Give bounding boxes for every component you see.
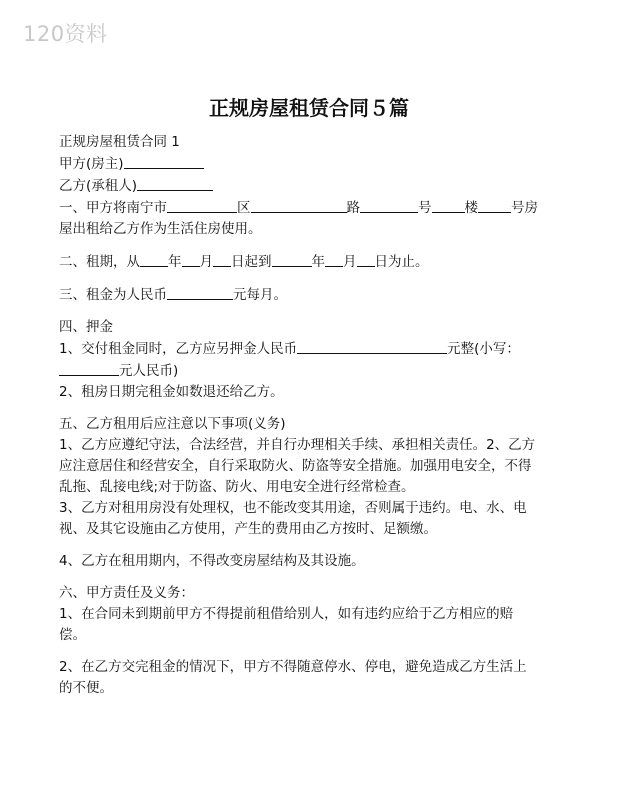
clause-4-item-1-line-2 [59, 360, 564, 382]
text-segment: 号房 [511, 200, 538, 216]
blank-underline [432, 197, 465, 213]
clause-4-item-2: 2、租房日期完租金如数退还给乙方。 [59, 384, 284, 400]
blank-underline [213, 251, 231, 267]
clause-6-line-2: 偿。 [59, 627, 86, 643]
party-a-label: 甲方(房主) [59, 156, 124, 172]
blank-underline [182, 251, 200, 267]
text-segment: 区 [237, 200, 251, 216]
clause-1-line-2: 屋出租给乙方作为生活住房使用。 [59, 221, 262, 237]
clause-6-line-3: 2、在乙方交完租金的情况下，甲方不得随意停水、停电，避免造成乙方生活上 [59, 659, 527, 675]
watermark: 120资料 [23, 22, 108, 46]
text-segment: 月 [199, 254, 213, 270]
clause-5-line-5: 视、及其它设施由乙方使用，产生的费用由乙方按时、足额缴。 [59, 521, 437, 537]
text-segment: 1、交付租金同时，乙方应另押金人民币 [59, 341, 298, 357]
clause-5-line-1: 1、乙方应遵纪守法，合法经营，并自行办理相关手续、承担相关责任。2、乙方 [59, 437, 536, 453]
document-title: 正规房屋租赁合同５篇 [209, 96, 409, 120]
text-segment: 日起到 [231, 254, 272, 270]
blank-underline [124, 153, 204, 169]
text-segment: 日为止。 [374, 254, 429, 270]
party-b-line [59, 175, 564, 197]
text-segment: 元每月。 [233, 287, 287, 303]
clause-5-line-2: 应注意居住和经营安全，自行采取防火、防盗等安全措施。加强用电安全，不得 [59, 458, 532, 474]
clause-4-heading: 四、押金 [59, 319, 113, 335]
party-b-label: 乙方(承租人) [59, 178, 138, 194]
blank-underline [325, 251, 343, 267]
text-segment: 路 [346, 200, 360, 216]
text-segment: 元人民币) [119, 363, 179, 379]
clause-5-line-4: 3、乙方对租用房没有处理权，也不能改变其用途，否则属于违约。电、水、电 [59, 500, 527, 516]
party-a-line [59, 153, 564, 175]
blank-underline [59, 360, 119, 376]
clause-1-line [59, 197, 564, 219]
blank-underline [251, 197, 347, 213]
blank-underline [297, 338, 447, 354]
text-segment: 二、租期，从 [59, 254, 140, 270]
contract-heading: 正规房屋租赁合同 1 [59, 134, 180, 150]
blank-underline [357, 251, 375, 267]
clause-3-line [59, 284, 564, 306]
clause-5-heading: 五、乙方租用后应注意以下事项(义务) [59, 416, 286, 432]
text-segment: 月 [343, 254, 357, 270]
clause-5-line-6: 4、乙方在租用期内，不得改变房屋结构及其设施。 [59, 553, 365, 569]
blank-underline [360, 197, 418, 213]
text-segment: 年 [311, 254, 325, 270]
blank-underline [272, 251, 312, 267]
clause-6-line-1: 1、在合同未到期前甲方不得提前租借给别人，如有违约应给于乙方相应的赔 [59, 606, 514, 622]
clause-2-line [59, 251, 564, 273]
text-segment: 三、租金为人民币 [59, 287, 167, 303]
document-body [59, 132, 564, 699]
clause-6-heading: 六、甲方责任及义务： [59, 585, 194, 601]
blank-underline [167, 197, 237, 213]
clause-5-line-3: 乱拖、乱接电线;对于防盗、防火、用电安全进行经常检查。 [59, 479, 415, 495]
text-segment: 号 [418, 200, 432, 216]
clause-4-item-1 [59, 338, 564, 360]
blank-underline [167, 284, 233, 300]
text-segment: 年 [168, 254, 182, 270]
text-segment: 元整(小写： [447, 341, 520, 357]
blank-underline [478, 197, 511, 213]
blank-underline [137, 175, 213, 191]
clause-6-line-4: 的不便。 [59, 680, 113, 696]
text-segment: 楼 [464, 200, 478, 216]
blank-underline [140, 251, 168, 267]
text-segment: 一、甲方将南宁市 [59, 200, 167, 216]
